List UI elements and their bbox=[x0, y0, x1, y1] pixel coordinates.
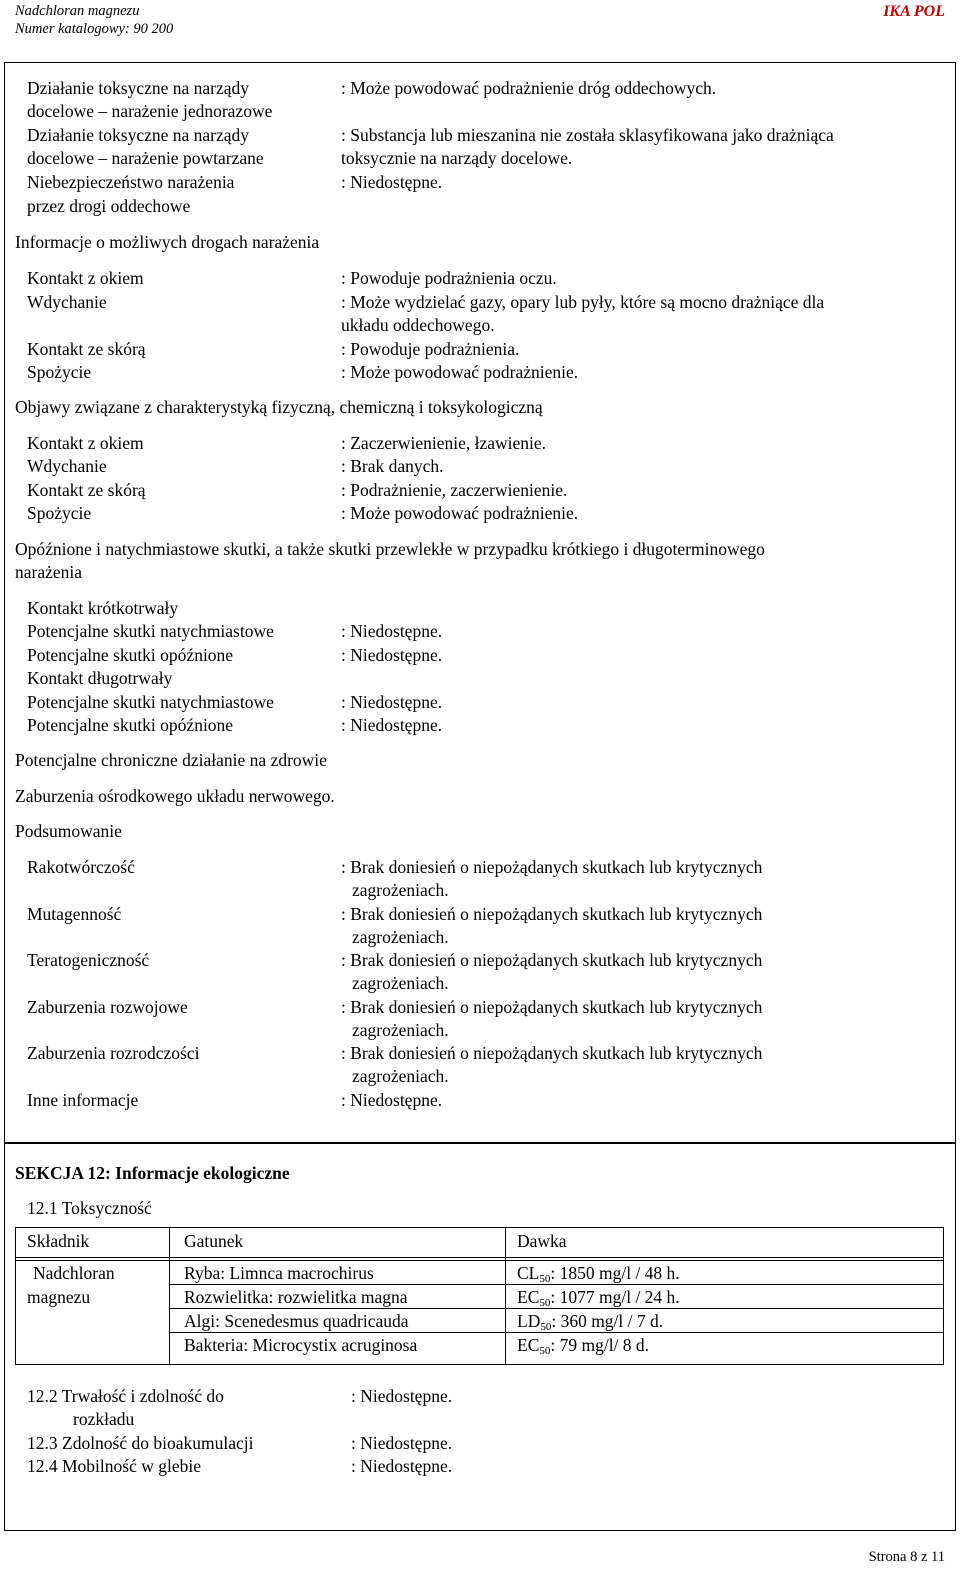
long-immediate-label: Potencjalne skutki natychmiastowe bbox=[27, 692, 274, 712]
mutagenicity-value-2: zagrożeniach. bbox=[352, 927, 449, 947]
reproductive-value: : Brak doniesień o niepożądanych skutkach lub krytycznych bbox=[341, 1043, 763, 1063]
aspiration-hazard-label-2: przez drogi oddechowe bbox=[27, 196, 191, 216]
long-term-label: Kontakt długotrwały bbox=[27, 668, 173, 688]
symptoms-ingestion-label: Spożycie bbox=[27, 503, 92, 523]
symptoms-eye-label: Kontakt z okiem bbox=[27, 433, 144, 453]
section-12-1-subtitle: 12.1 Toksyczność bbox=[27, 1198, 152, 1218]
target-organ-repeated-label-2: docelowe – narażenie powtarzane bbox=[27, 148, 264, 168]
routes-skin-label: Kontakt ze skórą bbox=[27, 339, 146, 359]
persistence-label-2: rozkładu bbox=[73, 1409, 135, 1429]
target-organ-single-label-1: Działanie toksyczne na narządy bbox=[27, 78, 250, 98]
page-number: Strona 8 z 11 bbox=[868, 1549, 945, 1565]
table-header-species: Gatunek bbox=[184, 1231, 244, 1251]
table-dose-daphnia: $EC_{50}$: 1077 mg/l / 24 h. bbox=[517, 1287, 680, 1309]
symptoms-skin-value: : Podrażnienie, zaczerwienienie. bbox=[341, 480, 568, 500]
symptoms-eye-value: : Zaczerwienienie, łzawienie. bbox=[341, 433, 547, 453]
short-term-label: Kontakt krótkotrwały bbox=[27, 598, 179, 618]
target-organ-repeated-value-1: : Substancja lub mieszanina nie została sklasyfikowana jako drażniąca bbox=[341, 125, 834, 145]
reproductive-value-2: zagrożeniach. bbox=[352, 1066, 449, 1086]
target-organ-repeated-value-2: toksycznie na narządy docelowe. bbox=[341, 148, 573, 168]
routes-inhalation-value-2: układu oddechowego. bbox=[341, 315, 495, 335]
summary-heading: Podsumowanie bbox=[15, 821, 122, 841]
table-species-daphnia: Rozwielitka: rozwielitka magna bbox=[184, 1287, 408, 1307]
carcinogenicity-label: Rakotwórczość bbox=[27, 857, 135, 877]
reproductive-label: Zaburzenia rozrodczości bbox=[27, 1043, 200, 1063]
routes-ingestion-label: Spożycie bbox=[27, 362, 92, 382]
other-info-value: : Niedostępne. bbox=[341, 1090, 443, 1110]
routes-inhalation-value: : Może wydzielać gazy, opary lub pyły, które są mocno drażniące dla bbox=[341, 292, 825, 312]
teratogenicity-value: : Brak doniesień o niepożądanych skutkach lub krytycznych bbox=[341, 950, 763, 970]
table-species-bacteria: Bakteria: Microcystix acruginosa bbox=[184, 1335, 418, 1355]
mobility-value: : Niedostępne. bbox=[351, 1456, 453, 1476]
table-dose-algae: $LD_{50}$: 360 mg/l / 7 d. bbox=[517, 1311, 664, 1333]
mobility-label: 12.4 Mobilność w glebie bbox=[27, 1456, 202, 1476]
developmental-value: : Brak doniesień o niepożądanych skutkach lub krytycznych bbox=[341, 997, 763, 1017]
bioaccumulation-value: : Niedostępne. bbox=[351, 1433, 453, 1453]
routes-eye-value: : Powoduje podrażnienia oczu. bbox=[341, 268, 557, 288]
routes-ingestion-value: : Może powodować podrażnienie. bbox=[341, 362, 579, 382]
table-dose-bacteria: $EC_{50}$: 79 mg/l/ 8 d. bbox=[517, 1335, 650, 1357]
header-catalog-number: Numer katalogowy: 90 200 bbox=[15, 21, 174, 37]
short-immediate-value: : Niedostępne. bbox=[341, 621, 443, 641]
table-component-line-1: Nadchloran bbox=[33, 1263, 115, 1283]
symptoms-inhalation-label: Wdychanie bbox=[27, 456, 107, 476]
header-brand: IKA POL bbox=[883, 3, 945, 20]
teratogenicity-value-2: zagrożeniach. bbox=[352, 973, 449, 993]
target-organ-single-label-2: docelowe – narażenie jednorazowe bbox=[27, 101, 273, 121]
developmental-label: Zaburzenia rozwojowe bbox=[27, 997, 188, 1017]
table-dose-fish: $CL_{50}$: 1850 mg/l / 48 h. bbox=[517, 1263, 680, 1285]
symptoms-skin-label: Kontakt ze skórą bbox=[27, 480, 146, 500]
header-product-name: Nadchloran magnezu bbox=[15, 3, 140, 19]
bioaccumulation-label: 12.3 Zdolność do bioakumulacji bbox=[27, 1433, 254, 1453]
delayed-heading-2: narażenia bbox=[15, 562, 83, 582]
mutagenicity-label: Mutagenność bbox=[27, 904, 122, 924]
long-delayed-label: Potencjalne skutki opóźnione bbox=[27, 715, 234, 735]
long-delayed-value: : Niedostępne. bbox=[341, 715, 443, 735]
routes-eye-label: Kontakt z okiem bbox=[27, 268, 144, 288]
table-component-line-2: magnezu bbox=[27, 1287, 91, 1307]
short-immediate-label: Potencjalne skutki natychmiastowe bbox=[27, 621, 274, 641]
chronic-text: Zaburzenia ośrodkowego układu nerwowego. bbox=[15, 786, 335, 806]
toxicity-table bbox=[15, 1227, 944, 1365]
routes-skin-value: : Powoduje podrażnienia. bbox=[341, 339, 520, 359]
delayed-heading-1: Opóźnione i natychmiastowe skutki, a także skutki przewlekłe w przypadku krótkiego i długoterminowego bbox=[15, 539, 765, 559]
persistence-label: 12.2 Trwałość i zdolność do bbox=[27, 1386, 224, 1406]
teratogenicity-label: Teratogeniczność bbox=[27, 950, 150, 970]
section-12-title: SEKCJA 12: Informacje ekologiczne bbox=[15, 1163, 290, 1183]
chronic-heading: Potencjalne chroniczne działanie na zdrowie bbox=[15, 750, 327, 770]
developmental-value-2: zagrożeniach. bbox=[352, 1020, 449, 1040]
persistence-value: : Niedostępne. bbox=[351, 1386, 453, 1406]
routes-inhalation-label: Wdychanie bbox=[27, 292, 107, 312]
aspiration-hazard-value: : Niedostępne. bbox=[341, 172, 443, 192]
short-delayed-value: : Niedostępne. bbox=[341, 645, 443, 665]
table-species-algae: Algi: Scenedesmus quadricauda bbox=[184, 1311, 409, 1331]
table-species-fish: Ryba: Limnca macrochirus bbox=[184, 1263, 374, 1283]
short-delayed-label: Potencjalne skutki opóźnione bbox=[27, 645, 234, 665]
target-organ-repeated-label-1: Działanie toksyczne na narządy bbox=[27, 125, 250, 145]
other-info-label: Inne informacje bbox=[27, 1090, 139, 1110]
table-header-component: Składnik bbox=[27, 1231, 90, 1251]
routes-heading: Informacje o możliwych drogach narażenia bbox=[15, 232, 320, 252]
symptoms-inhalation-value: : Brak danych. bbox=[341, 456, 444, 476]
mutagenicity-value: : Brak doniesień o niepożądanych skutkach lub krytycznych bbox=[341, 904, 763, 924]
symptoms-heading: Objawy związane z charakterystyką fizyczną, chemiczną i toksykologiczną bbox=[15, 397, 543, 417]
target-organ-single-value: : Może powodować podrażnienie dróg oddechowych. bbox=[341, 78, 717, 98]
carcinogenicity-value: : Brak doniesień o niepożądanych skutkach lub krytycznych bbox=[341, 857, 763, 877]
table-header-dose: Dawka bbox=[517, 1231, 567, 1251]
long-immediate-value: : Niedostępne. bbox=[341, 692, 443, 712]
carcinogenicity-value-2: zagrożeniach. bbox=[352, 880, 449, 900]
aspiration-hazard-label-1: Niebezpieczeństwo narażenia bbox=[27, 172, 235, 192]
symptoms-ingestion-value: : Może powodować podrażnienie. bbox=[341, 503, 579, 523]
